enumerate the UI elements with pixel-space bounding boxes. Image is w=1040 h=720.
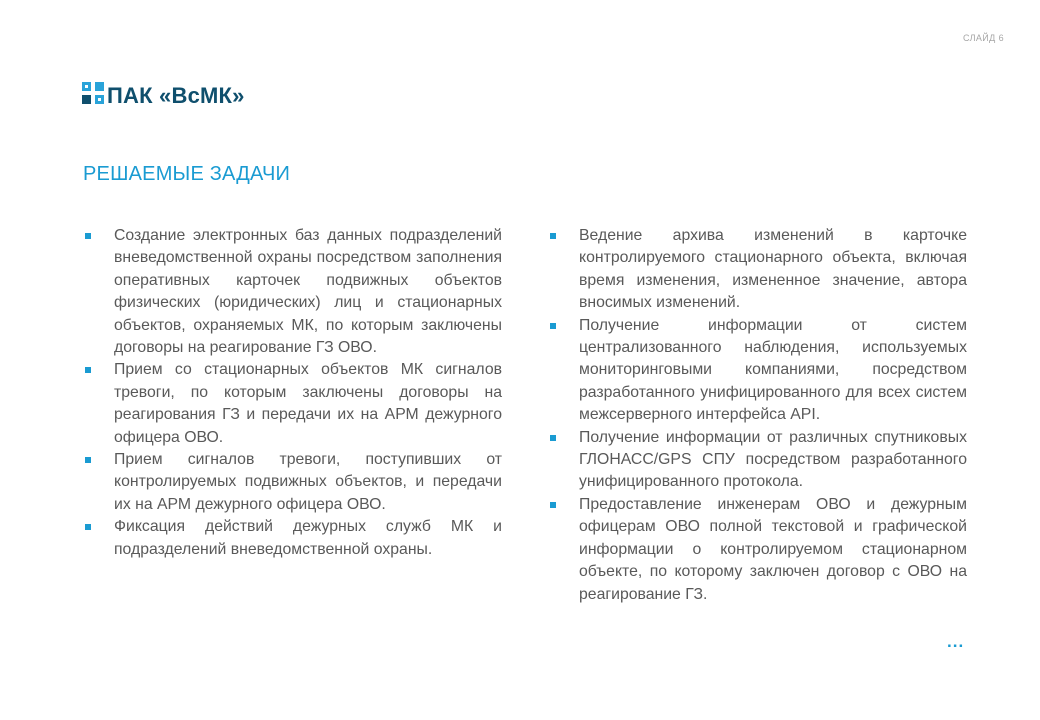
square-bullet-icon bbox=[550, 233, 556, 239]
list-item-text: Прием сигналов тревоги, поступивших от контролируемых подвижных объектов, и передачи их на АРМ дежурного офицера ОВО. bbox=[114, 451, 502, 513]
list-item bbox=[549, 225, 967, 315]
square-bullet-icon bbox=[85, 524, 91, 530]
logo-text: ПАК «ВсМК» bbox=[107, 82, 245, 108]
logo-mark-icon bbox=[82, 82, 104, 104]
list-item-text: Получение информации от различных спутниковых ГЛОНАСС/GPS СПУ посредством разработанного унифицированного протокола. bbox=[579, 428, 967, 491]
list-item-text: Получение информации от систем централизованного наблюдения, используемых мониторинговыми компаниями, посредством разработанного унифицированного для всех систем межсерверного интерфейса API. bbox=[579, 316, 967, 424]
list-item bbox=[549, 494, 967, 606]
logo bbox=[82, 78, 245, 108]
list-item bbox=[549, 315, 967, 427]
continuation-indicator: ... bbox=[947, 632, 965, 651]
square-bullet-icon bbox=[85, 233, 91, 239]
list-item-text: Фиксация действий дежурных служб МК и подразделений вневедомственной охраны. bbox=[114, 518, 502, 558]
list-item bbox=[84, 449, 502, 516]
left-task-list bbox=[84, 225, 502, 561]
square-bullet-icon bbox=[550, 323, 556, 329]
list-item-text: Создание электронных баз данных подразделений вневедомственной охраны посредством заполнения оперативных карточек подвижных объектов физических (юридических) лиц и стационарных объектов, охраняемых МК, по которым заключены договоры на реагирование ГЗ ОВО. bbox=[114, 227, 502, 357]
list-item bbox=[84, 359, 502, 449]
square-bullet-icon bbox=[85, 457, 91, 463]
list-item-text: Ведение архива изменений в карточке контролируемого стационарного объекта, включая время изменения, измененное значение, автора вносимых изменений. bbox=[579, 227, 967, 312]
list-item bbox=[84, 225, 502, 359]
list-item-text: Предоставление инженерам ОВО и дежурным офицерам ОВО полной текстовой и графической информации о контролируемом стационарном объекте, по которому заключен договор с ОВО на реагирование ГЗ. bbox=[579, 495, 967, 603]
slide-number: СЛАЙД 6 bbox=[963, 33, 1004, 43]
page-title: РЕШАЕМЫЕ ЗАДАЧИ bbox=[83, 163, 291, 185]
square-bullet-icon bbox=[85, 367, 91, 373]
list-item bbox=[84, 516, 502, 561]
square-bullet-icon bbox=[550, 502, 556, 508]
square-bullet-icon bbox=[550, 435, 556, 441]
list-item-text: Прием со стационарных объектов МК сигналов тревоги, по которым заключены договоры на реагирования ГЗ и передачи их на АРМ дежурного офицера ОВО. bbox=[114, 361, 502, 446]
list-item bbox=[549, 427, 967, 494]
right-task-list bbox=[549, 225, 967, 606]
